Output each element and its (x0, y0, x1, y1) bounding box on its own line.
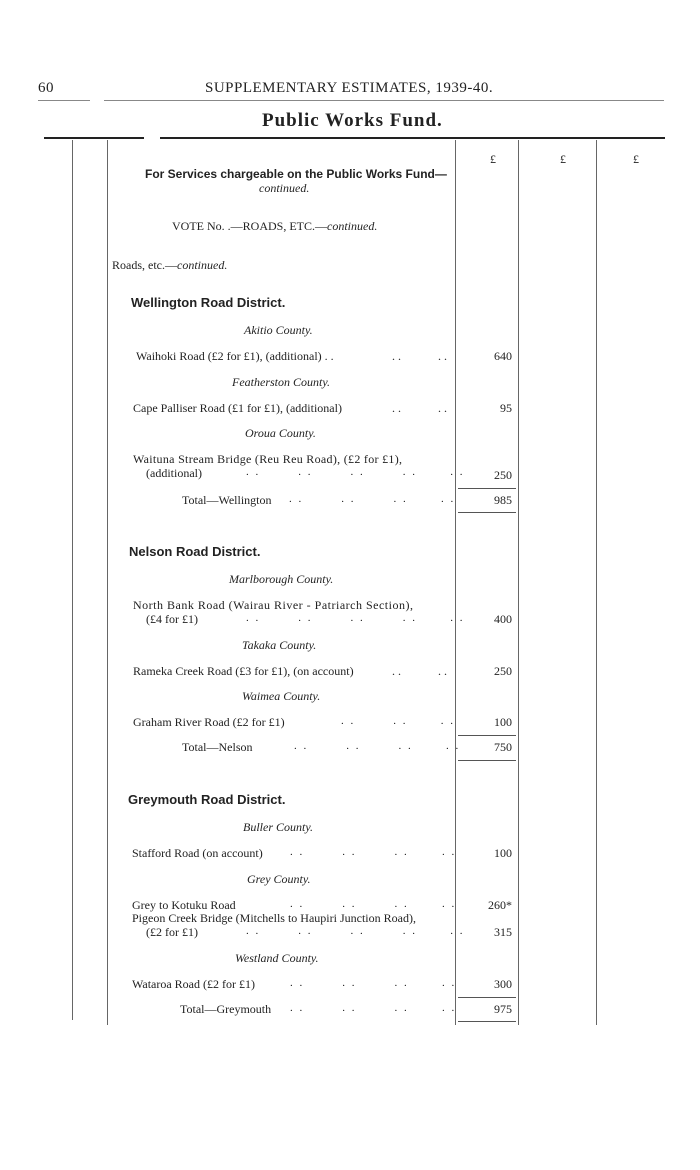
county-heading: Westland County. (235, 951, 319, 965)
column-rule (518, 140, 519, 1025)
title-rule (160, 137, 665, 139)
leader-dots: . . . . . . . . (294, 740, 461, 752)
leader-dots: . . . . . . . . (289, 493, 456, 505)
leader-dots: . . . . . . . . (290, 846, 457, 858)
total-rule (458, 488, 516, 489)
total-rule (458, 997, 516, 998)
total-amount: 975 (494, 1002, 512, 1016)
leader-dots: . . (438, 401, 447, 415)
line-item-label: Waituna Stream Bridge (Reu Reu Road), (£2 for £1), (133, 452, 403, 466)
total-rule (458, 760, 516, 761)
total-label: Total—Greymouth (180, 1002, 272, 1016)
district-heading-wellington: Wellington Road District. (131, 295, 286, 310)
county-heading: Marlborough County. (229, 572, 334, 586)
page-number: 60 (38, 80, 54, 96)
running-title: SUPPLEMENTARY ESTIMATES, 1939-40. (205, 80, 494, 96)
header-rule-left (38, 100, 90, 101)
line-item-amount: 400 (494, 612, 512, 626)
line-item-label: North Bank Road (Wairau River - Patriarch Section), (133, 598, 414, 612)
currency-header: £ (560, 152, 566, 166)
line-item-amount: 95 (500, 401, 512, 415)
total-label: Total—Wellington (182, 493, 272, 507)
total-amount: 985 (494, 493, 512, 507)
column-rule (596, 140, 597, 1025)
line-item-label: (additional) (146, 466, 202, 480)
line-item-label: Pigeon Creek Bridge (Mitchells to Haupiri Junction Road), (132, 911, 416, 925)
line-item-amount: 640 (494, 349, 512, 363)
vote-heading: VOTE No. .—ROADS, ETC.—continued. (172, 219, 378, 233)
district-heading-nelson: Nelson Road District. (129, 544, 261, 559)
services-continued: continued. (259, 181, 310, 195)
district-heading-greymouth: Greymouth Road District. (128, 792, 286, 807)
total-amount: 750 (494, 740, 512, 754)
line-item-label: Waihoki Road (£2 for £1), (additional) . . (136, 349, 334, 363)
column-rule (455, 140, 456, 1025)
line-item-label: (£4 for £1) (146, 612, 198, 626)
county-heading: Grey County. (247, 872, 311, 886)
line-item-label: Grey to Kotuku Road (132, 898, 236, 912)
leader-dots: . . (438, 349, 447, 363)
leader-dots: . . (392, 349, 401, 363)
leader-dots: . . . . . . . . . . (246, 612, 465, 624)
line-item-amount: 315 (494, 925, 512, 939)
county-heading: Akitio County. (244, 323, 313, 337)
line-item-amount: 250 (494, 468, 512, 482)
title-rule-left (44, 137, 144, 139)
line-item-label: Rameka Creek Road (£3 for £1), (on account) (133, 664, 354, 678)
county-heading: Featherston County. (232, 375, 330, 389)
header-rule (104, 100, 664, 101)
line-item-amount: 100 (494, 846, 512, 860)
leader-dots: . . . . . . . . . . (246, 466, 465, 478)
line-item-label: Wataroa Road (£2 for £1) (132, 977, 255, 991)
line-item-label: Cape Palliser Road (£1 for £1), (additional) (133, 401, 342, 415)
leader-dots: . . (438, 664, 447, 678)
currency-header: £ (633, 152, 639, 166)
roads-heading: Roads, etc.—continued. (112, 258, 228, 272)
leader-dots: . . . . . . . . (290, 977, 457, 989)
line-item-amount: 260* (488, 898, 512, 912)
line-item-label: Stafford Road (on account) (132, 846, 263, 860)
services-heading: For Services chargeable on the Public Works Fund— (145, 167, 447, 181)
fund-title: Public Works Fund. (262, 110, 443, 131)
leader-dots: . . (392, 664, 401, 678)
leader-dots: . . . . . . (341, 715, 455, 727)
line-item-label: Graham River Road (£2 for £1) (133, 715, 285, 729)
line-item-amount: 300 (494, 977, 512, 991)
total-rule (458, 1021, 516, 1022)
leader-dots: . . . . . . . . . . (246, 925, 465, 937)
county-heading: Buller County. (243, 820, 313, 834)
leader-dots: . . . . . . . . (290, 898, 457, 910)
column-rule (72, 140, 73, 1020)
county-heading: Oroua County. (245, 426, 316, 440)
column-rule (107, 140, 108, 1025)
line-item-amount: 250 (494, 664, 512, 678)
total-rule (458, 512, 516, 513)
leader-dots: . . . . . . . . (290, 1002, 457, 1014)
county-heading: Takaka County. (242, 638, 317, 652)
leader-dots: . . (392, 401, 401, 415)
line-item-amount: 100 (494, 715, 512, 729)
county-heading: Waimea County. (242, 689, 321, 703)
total-label: Total—Nelson (182, 740, 253, 754)
total-rule (458, 735, 516, 736)
currency-header: £ (490, 152, 496, 166)
line-item-label: (£2 for £1) (146, 925, 198, 939)
